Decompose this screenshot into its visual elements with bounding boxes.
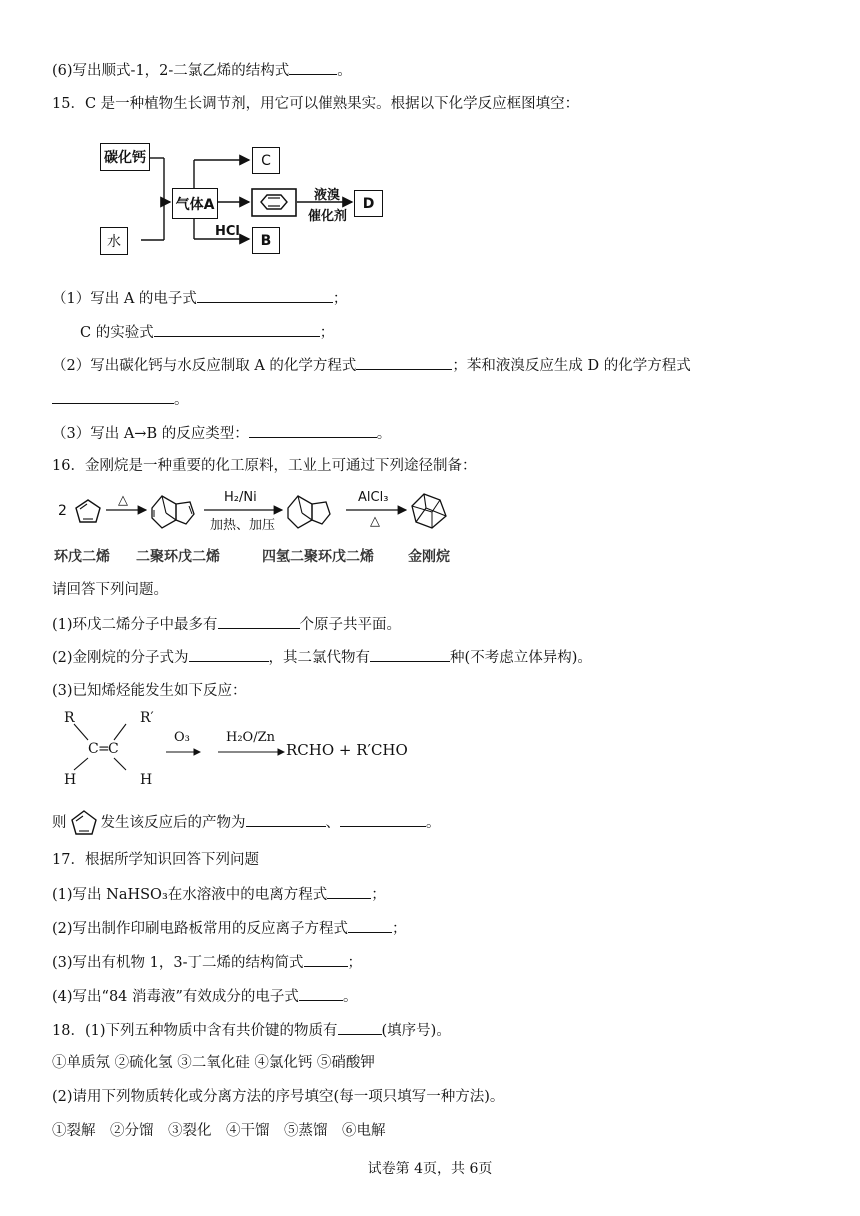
q17-part1: (1)写出 NaHSO₃在水溶液中的电离方程式 ； xyxy=(52,884,386,905)
hydrogen-right: H xyxy=(140,772,153,788)
cyclopentadiene-icon xyxy=(69,808,99,838)
adamantane-structure xyxy=(412,494,446,528)
catalyst-label: 催化剂 xyxy=(308,209,348,224)
q16-stem: 16．金刚烷是一种重要的化工原料，工业上可通过下列途径制备： xyxy=(52,458,477,474)
adamantane-synthesis-scheme xyxy=(52,486,472,570)
ozone-label: O₃ xyxy=(174,730,190,745)
q15-flow-diagram xyxy=(96,138,396,258)
gas-a-box: 气体A xyxy=(172,188,218,219)
b-box: B xyxy=(252,227,280,254)
q14-part6: (6)写出顺式-1，2-二氯乙烯的结构式 。 xyxy=(52,60,352,81)
q15-part2-cont: 。 xyxy=(52,389,189,410)
q16-part2: (2)金刚烷的分子式为 ，其二氯代物有 种(不考虑立体异构)。 xyxy=(52,647,592,668)
answer-blank[interactable] xyxy=(197,288,333,303)
d-box: D xyxy=(354,190,383,217)
q15-stem: 15．C 是一种植物生长调节剂，用它可以催熟果实。根据以下化学反应框图填空： xyxy=(52,96,580,112)
q17-stem: 17．根据所学知识回答下列问题 xyxy=(52,852,259,868)
q16-ask: 请回答下列问题。 xyxy=(52,582,168,598)
answer-blank[interactable] xyxy=(370,647,450,662)
answer-blank[interactable] xyxy=(246,812,326,827)
answer-blank[interactable] xyxy=(249,423,377,438)
answer-blank[interactable] xyxy=(299,986,343,1001)
q17-part3: (3)写出有机物 1，3-丁二烯的结构简式 ； xyxy=(52,952,362,973)
q15-part2: （2）写出碳化钙与水反应制取 A 的化学方程式 ；苯和液溴反应生成 D 的化学方程式 xyxy=(52,355,691,376)
heat-pressure-label: 加热、加压 xyxy=(210,518,276,533)
answer-blank[interactable] xyxy=(189,647,269,662)
q18-list2: ①裂解 ②分馏 ③裂化 ④干馏 ⑤蒸馏 ⑥电解 xyxy=(52,1123,386,1139)
answer-blank[interactable] xyxy=(218,614,300,629)
ozonolysis-reaction: R R′ C = C H H O₃ H₂O/Zn RCHO + R′CHO xyxy=(58,708,418,794)
answer-blank[interactable] xyxy=(52,389,174,404)
name-adamantane: 金刚烷 xyxy=(408,549,450,565)
q18-part1: 18．(1)下列五种物质中含有共价键的物质有 (填序号)。 xyxy=(52,1020,451,1041)
cyclopentadiene-structure xyxy=(76,500,100,522)
c-box: C xyxy=(252,147,280,174)
q18-part2: (2)请用下列物质转化或分离方法的序号填空(每一项只填写一种方法)。 xyxy=(52,1089,505,1105)
q18-list1: ①单质氖 ②硫化氢 ③二氧化硅 ④氯化钙 ⑤硝酸钾 xyxy=(52,1055,375,1071)
benzene-structure xyxy=(252,189,296,216)
tetrahydrodicyclopentadiene-structure xyxy=(288,496,330,528)
liquid-bromine-label: 液溴 xyxy=(314,188,341,203)
hcl-label: HCl xyxy=(215,224,240,239)
alcl3-label: AlCl₃ xyxy=(358,490,389,505)
name-tetrahydrodicyclopentadiene: 四氢二聚环戊二烯 xyxy=(262,549,374,565)
q17-part4: (4)写出“84 消毒液”有效成分的电子式 。 xyxy=(52,986,357,1007)
water-box: 水 xyxy=(100,227,128,255)
heat-symbol: △ xyxy=(118,493,128,508)
coefficient: 2 xyxy=(58,503,67,519)
calcium-carbide-box: 碳化钙 xyxy=(100,143,150,171)
dicyclopentadiene-structure xyxy=(152,496,194,528)
answer-blank[interactable] xyxy=(348,918,392,933)
q15-part1b: C 的实验式 ； xyxy=(80,322,334,343)
answer-blank[interactable] xyxy=(304,952,348,967)
h2-ni-label: H₂/Ni xyxy=(224,490,257,505)
q16-part3: (3)已知烯烃能发生如下反应： xyxy=(52,683,247,699)
page-footer: 试卷第 4页，共 6页 xyxy=(367,1161,493,1177)
ozonolysis-products: RCHO + R′CHO xyxy=(286,741,408,759)
q17-part2: (2)写出制作印刷电路板常用的反应离子方程式 ； xyxy=(52,918,407,939)
carbon-right: C xyxy=(108,741,119,757)
name-cyclopentadiene: 环戊二烯 xyxy=(54,549,110,565)
heat-symbol-2: △ xyxy=(370,514,380,529)
h2o-zn-label: H₂O/Zn xyxy=(226,730,275,745)
q15-part1a: （1）写出 A 的电子式 ； xyxy=(52,288,347,309)
q16-then: 则 发生该反应后的产物为 、 。 xyxy=(52,808,441,838)
name-dicyclopentadiene: 二聚环戊二烯 xyxy=(136,549,220,565)
answer-blank[interactable] xyxy=(340,812,426,827)
answer-blank[interactable] xyxy=(327,884,371,899)
answer-blank[interactable] xyxy=(154,322,320,337)
answer-blank[interactable] xyxy=(356,355,452,370)
q16-part1: (1)环戊二烯分子中最多有 个原子共平面。 xyxy=(52,614,401,635)
answer-blank[interactable] xyxy=(289,60,337,75)
answer-blank[interactable] xyxy=(338,1020,382,1035)
q15-part3: （3）写出 A→B 的反应类型： 。 xyxy=(52,423,391,444)
